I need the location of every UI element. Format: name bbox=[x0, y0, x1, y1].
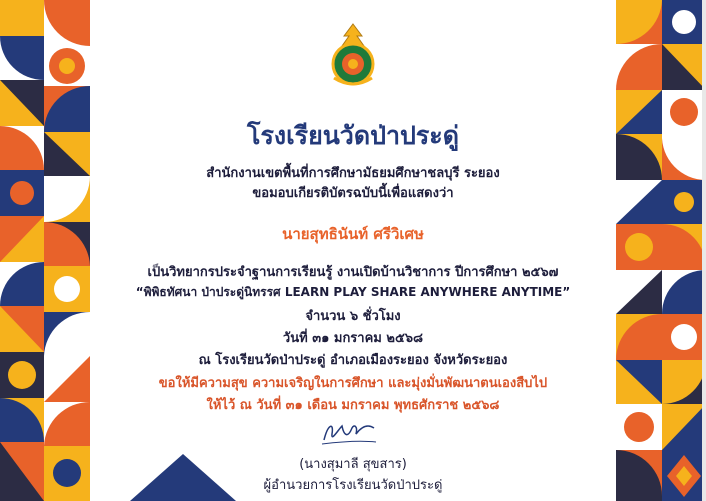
office-name: สำนักงานเขตพื้นที่การศึกษามัธยมศึกษาชลบุรี ระยอง bbox=[206, 166, 500, 181]
recipient-role: เป็นวิทยากรประจำฐานการเรียนรู้ งานเปิดบ้านวิชาการ ปีการศึกษา ๒๕๖๗ bbox=[147, 265, 559, 280]
award-statement: ขอมอบเกียรติบัตรฉบับนี้เพื่อแสดงว่า bbox=[252, 186, 454, 201]
blessing-text: ขอให้มีความสุข ความเจริญในการศึกษา และมุ่งมั่นพัฒนาตนเองสืบไป bbox=[158, 376, 548, 391]
event-date: วันที่ ๓๑ มกราคม ๒๕๖๘ bbox=[282, 331, 424, 346]
recipient-name: นายสุทธินันท์ ศรีวิเศษ bbox=[282, 225, 424, 243]
duration: จำนวน ๖ ชั่วโมง bbox=[305, 309, 401, 324]
event-location: ณ โรงเรียนวัดป่าประดู่ อำเภอเมืองระยอง จังหวัดระยอง bbox=[198, 353, 508, 368]
event-name: “พิพิธทัศนา ป่าประดู่นิทรรศ LEARN PLAY SHARE ANYWHERE ANYTIME” bbox=[135, 285, 571, 299]
signer-title: ผู้อำนวยการโรงเรียนวัดป่าประดู่ bbox=[263, 478, 443, 493]
given-on-date: ให้ไว้ ณ วันที่ ๓๑ เดือน มกราคม พุทธศักราช ๒๕๖๘ bbox=[206, 398, 500, 413]
school-name: โรงเรียนวัดป่าประดู่ bbox=[247, 121, 459, 150]
school-emblem-icon bbox=[326, 22, 380, 90]
signature-icon bbox=[318, 416, 380, 450]
page-edge bbox=[702, 0, 706, 501]
signer-name: (นางสุมาลี สุขสาร) bbox=[299, 457, 407, 472]
